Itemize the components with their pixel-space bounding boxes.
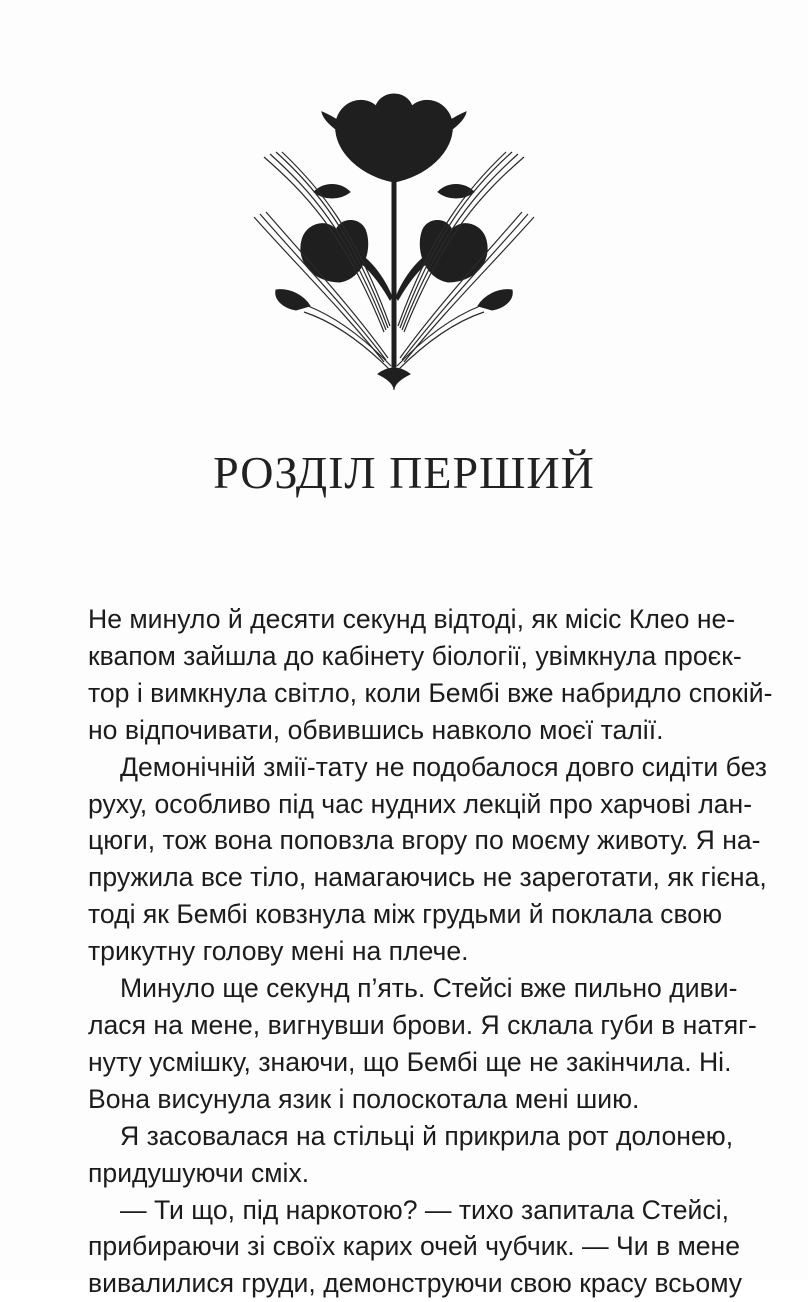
- tulip-flower-ornament-icon: [244, 82, 544, 392]
- text-line: Вона висунула язик і полоскотала мені шию.: [88, 1083, 640, 1114]
- text-line: Не минуло й десяти секунд відтоді, як місіс Клео не-: [88, 604, 736, 634]
- chapter-body-text: [88, 601, 773, 1302]
- text-line: Минуло ще секунд п’ять. Стейсі вже пильно диви-: [120, 973, 738, 1004]
- text-line: вивалилися груди, демонструючи свою красу всьому: [88, 1268, 743, 1299]
- text-line: Я засовалася на стільці й прикрила рот долонею,: [120, 1120, 734, 1151]
- chapter-title: РОЗДІЛ ПЕРШИЙ: [213, 447, 595, 498]
- text-line: — Ти що, під наркотою? — тихо запитала Стейсі,: [120, 1194, 729, 1225]
- text-line: тоді як Бембі ковзнула між грудьми й поклала свою: [88, 899, 723, 930]
- text-line: Демонічній змії-тату не подобалося довго сидіти без: [120, 751, 767, 782]
- text-line: пружила все тіло, намагаючись не зареготати, як гієна,: [88, 862, 767, 893]
- text-line: прибираючи зі своїх карих очей чубчик. — Чи в мене: [88, 1231, 741, 1262]
- text-line: лася на мене, вигнувши брови. Я склала губи в натяг-: [88, 1009, 757, 1040]
- text-line: квапом зайшла до кабінету біології, увімкнула проєк-: [88, 640, 742, 671]
- text-line: придушуючи сміх.: [88, 1157, 310, 1188]
- text-line: трикутну голову мені на плече.: [88, 936, 469, 967]
- text-line: нуту усмішку, знаючи, що Бембі ще не закінчила. Ні.: [88, 1046, 732, 1077]
- text-line: но відпочивати, обвившись навколо моєї талії.: [88, 714, 664, 745]
- text-line: тор і вимкнула світло, коли Бембі вже набридло спокій-: [88, 677, 773, 708]
- text-line: цюги, тож вона поповзла вгору по моєму животу. Я на-: [88, 825, 761, 856]
- text-line: руху, особливо під час нудних лекцій про харчові лан-: [88, 788, 753, 819]
